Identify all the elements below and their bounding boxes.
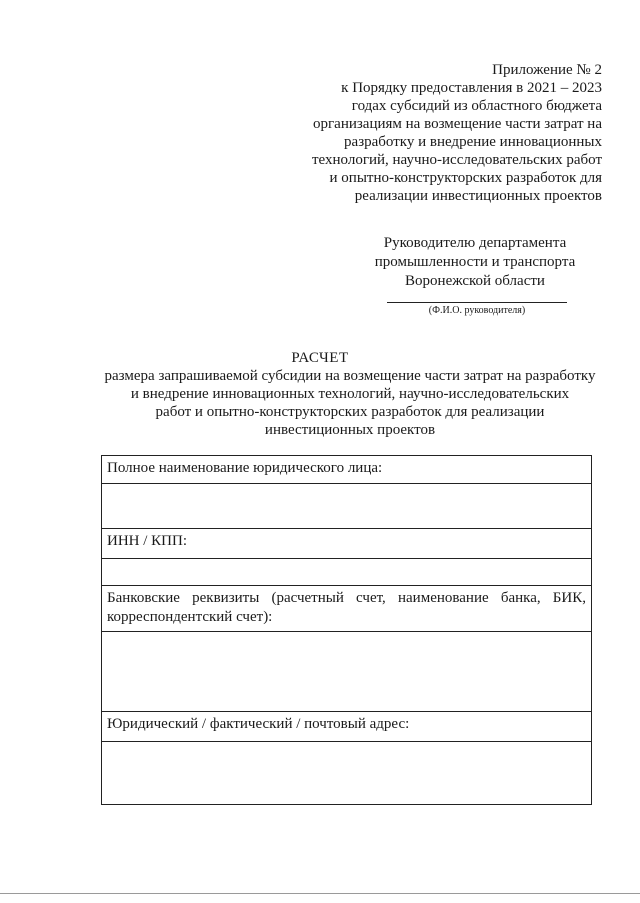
- bank-details-label: Банковские реквизиты (расчетный счет, наименование банка, БИК, корреспондентский счет):: [102, 586, 591, 632]
- appendix-line: годах субсидий из областного бюджета: [351, 98, 602, 114]
- bank-details-field[interactable]: [102, 632, 591, 712]
- appendix-line: реализации инвестиционных проектов: [354, 188, 602, 204]
- appendix-line: организациям на возмещение части затрат на: [313, 116, 602, 132]
- subtitle-line: работ и опытно-конструкторских разработок для реализации: [155, 404, 545, 420]
- applicant-form-table: [101, 455, 592, 805]
- appendix-line: технологий, научно-исследовательских работ: [311, 152, 602, 168]
- subtitle-line: и внедрение инновационных технологий, научно-исследовательских: [130, 386, 570, 402]
- subtitle-line: размера запрашиваемой субсидии на возмещение части затрат на разработку: [104, 368, 596, 384]
- document-subtitle: [90, 367, 610, 439]
- address-label: Юридический / фактический / почтовый адрес:: [102, 712, 591, 742]
- appendix-line: Приложение № 2: [492, 62, 602, 78]
- signature-caption: (Ф.И.О. руководителя): [428, 305, 526, 316]
- addressee-line: Воронежской области: [405, 273, 545, 289]
- appendix-line: к Порядку предоставления в 2021 – 2023: [341, 80, 602, 96]
- addressee-line: Руководителю департамента: [383, 235, 567, 251]
- page-bottom-rule: [0, 893, 640, 894]
- inn-kpp-label: ИНН / КПП:: [102, 529, 591, 559]
- appendix-line: разработку и внедрение инновационных: [344, 134, 602, 150]
- appendix-line: и опытно-конструкторских разработок для: [329, 170, 602, 186]
- subtitle-line: инвестиционных проектов: [264, 422, 436, 438]
- signature-line[interactable]: [387, 302, 567, 303]
- appendix-header: [282, 61, 602, 205]
- document-title: РАСЧЕТ: [291, 350, 349, 366]
- addressee-line: промышленности и транспорта: [374, 254, 576, 270]
- addressee-block: [350, 234, 600, 291]
- address-field[interactable]: [102, 742, 591, 804]
- inn-kpp-field[interactable]: [102, 559, 591, 586]
- full-name-label: Полное наименование юридического лица:: [102, 456, 591, 484]
- full-name-field[interactable]: [102, 484, 591, 529]
